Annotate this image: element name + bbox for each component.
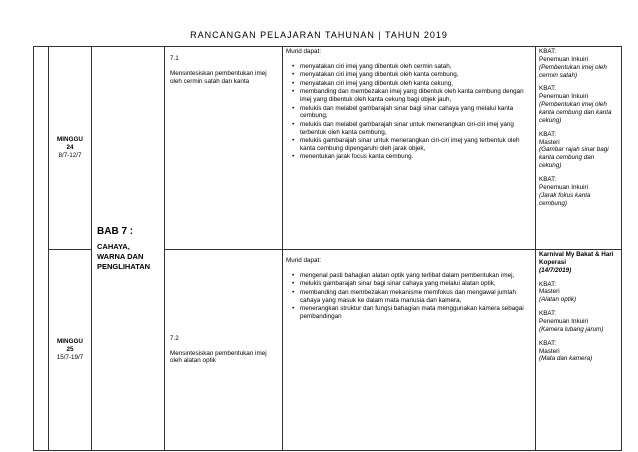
list-item: • melukis dan melabel gambarajah sinar untuk menerangkan ciri-ciri imej yang terbentuk oleh kanta cembung,	[300, 121, 531, 137]
objectives-list	[286, 272, 531, 321]
week-number: 24	[66, 144, 74, 152]
kbat-note: (Pembentukan imej oleh kanta cembung dan kanta cekung)	[539, 101, 612, 124]
kbat-note: (Mata dan kamera)	[539, 355, 593, 363]
chapter-subtitle-line: CAHAYA,	[97, 242, 130, 252]
kbat-type: Masteri	[539, 347, 560, 355]
chapter-subtitle-line: WARNA DAN	[97, 251, 144, 261]
kbat-block	[539, 48, 618, 79]
kbat-label: KBAT:	[539, 310, 557, 318]
week-dates: 15/7-19/7	[56, 353, 84, 361]
kbat-type: Masteri	[539, 288, 560, 296]
kbat-type: Penemuan Inkuiri	[539, 183, 589, 191]
kbat-label: KBAT:	[539, 48, 557, 55]
kbat-block	[539, 85, 618, 124]
kbat-type: Masteri	[539, 138, 560, 146]
kbat-label: KBAT:	[539, 130, 557, 138]
chapter-title: BAB 7 :	[97, 225, 134, 237]
kbat-note: (Pembentukan imej oleh cermin satah)	[539, 63, 607, 79]
kbat-block	[539, 131, 618, 170]
kbat-note: (Kamera lubang jarum)	[539, 325, 604, 333]
objectives-list	[286, 63, 531, 161]
objectives-cell	[283, 47, 536, 250]
list-item: • melukis dan melabel gambarajah sinar bagi sinar cahaya yang melalui kanta cembung,	[300, 105, 531, 121]
list-item: • menyatakan ciri imej yang dibentuk oleh kanta cembung,	[300, 71, 531, 79]
list-item: • menyatakan ciri imej yang dibentuk oleh kanta cekung,	[300, 80, 531, 88]
kbat-cell	[536, 47, 622, 250]
week-label: MINGGU	[57, 136, 83, 144]
kbat-block	[539, 340, 618, 364]
week-label: MINGGU	[57, 338, 83, 346]
standard-cell	[165, 47, 283, 250]
kbat-note: (Jarak fokus kanta cembung)	[539, 191, 591, 207]
list-item: • membanding dan membezakan mekanisme memfokus dan mengawal jumlah cahaya yang masuk ke dalam mata manusia dan kamera,	[300, 289, 531, 305]
objectives-lead: Murid dapat:	[286, 48, 322, 55]
list-item: • menerangkan struktur dan fungsi bahagian mata menggunakan kamera sebagai pembandingan	[300, 305, 531, 321]
event-date: (14/7/2019)	[539, 266, 572, 274]
yearly-plan-table	[33, 46, 622, 451]
kbat-label: KBAT:	[539, 176, 557, 184]
list-item: • melukis gambarajah sinar untuk menerangkan ciri-ciri imej yang terbentuk oleh kanta cembung dipengaruhi oleh jarak objek,	[300, 137, 531, 153]
kbat-block	[539, 310, 618, 334]
kbat-cell	[536, 250, 622, 451]
objectives-lead: Murid dapat:	[286, 257, 322, 264]
kbat-block	[539, 281, 618, 305]
list-item: • mengenal pasti bahagian alatan optik yang terlibat dalam pembentukan imej,	[300, 272, 531, 280]
standard-code: 7.2	[170, 334, 179, 342]
kbat-block	[539, 176, 618, 207]
week-cell	[49, 47, 92, 250]
standard-text: Mensintesiskan pembentukan imej oleh cermin satah dan kanta	[170, 69, 267, 85]
week-dates: 8/7-12/7	[58, 151, 82, 159]
list-item: • menyatakan ciri imej yang dibentuk oleh cermin satah,	[300, 63, 531, 71]
event-title: Karnival My Bakat & Hari Koperasi	[539, 251, 614, 266]
kbat-type: Penemuan Inkuiri	[539, 55, 589, 63]
page-title: RANCANGAN PELAJARAN TAHUNAN | TAHUN 2019	[190, 30, 448, 40]
list-item: • melukis gambarajah sinar bagi sinar cahaya yang melalui alatan optik,	[300, 280, 531, 288]
kbat-label: KBAT:	[539, 339, 557, 347]
kbat-note: (Alatan optik)	[539, 296, 577, 304]
blank-column-cell	[34, 47, 49, 451]
standard-text: Mensintesiskan pembentukan imej oleh alatan optik	[170, 349, 267, 365]
objectives-cell	[283, 250, 536, 451]
list-item: • membanding dan membezakan imej yang dibentuk oleh kanta cembung dengan imej yang dibentuk oleh kanta cekung bagi objek jauh,	[300, 88, 531, 104]
table-row	[34, 47, 622, 250]
week-number: 25	[66, 346, 74, 354]
standard-cell	[165, 250, 283, 451]
kbat-type: Penemuan Inkuiri	[539, 93, 589, 101]
kbat-type: Penemuan Inkuiri	[539, 318, 589, 326]
week-cell	[49, 250, 92, 451]
standard-code: 7.1	[170, 55, 179, 62]
kbat-label: KBAT:	[539, 280, 557, 288]
chapter-subtitle-line: PENGLIHATAN	[97, 261, 151, 271]
list-item: • menentukan jarak focus kanta cembung.	[300, 153, 531, 161]
kbat-note: (Gambar rajah sinar bagi kanta cembung dan cekung)	[539, 146, 609, 170]
chapter-cell	[92, 47, 165, 451]
kbat-label: KBAT:	[539, 85, 557, 93]
